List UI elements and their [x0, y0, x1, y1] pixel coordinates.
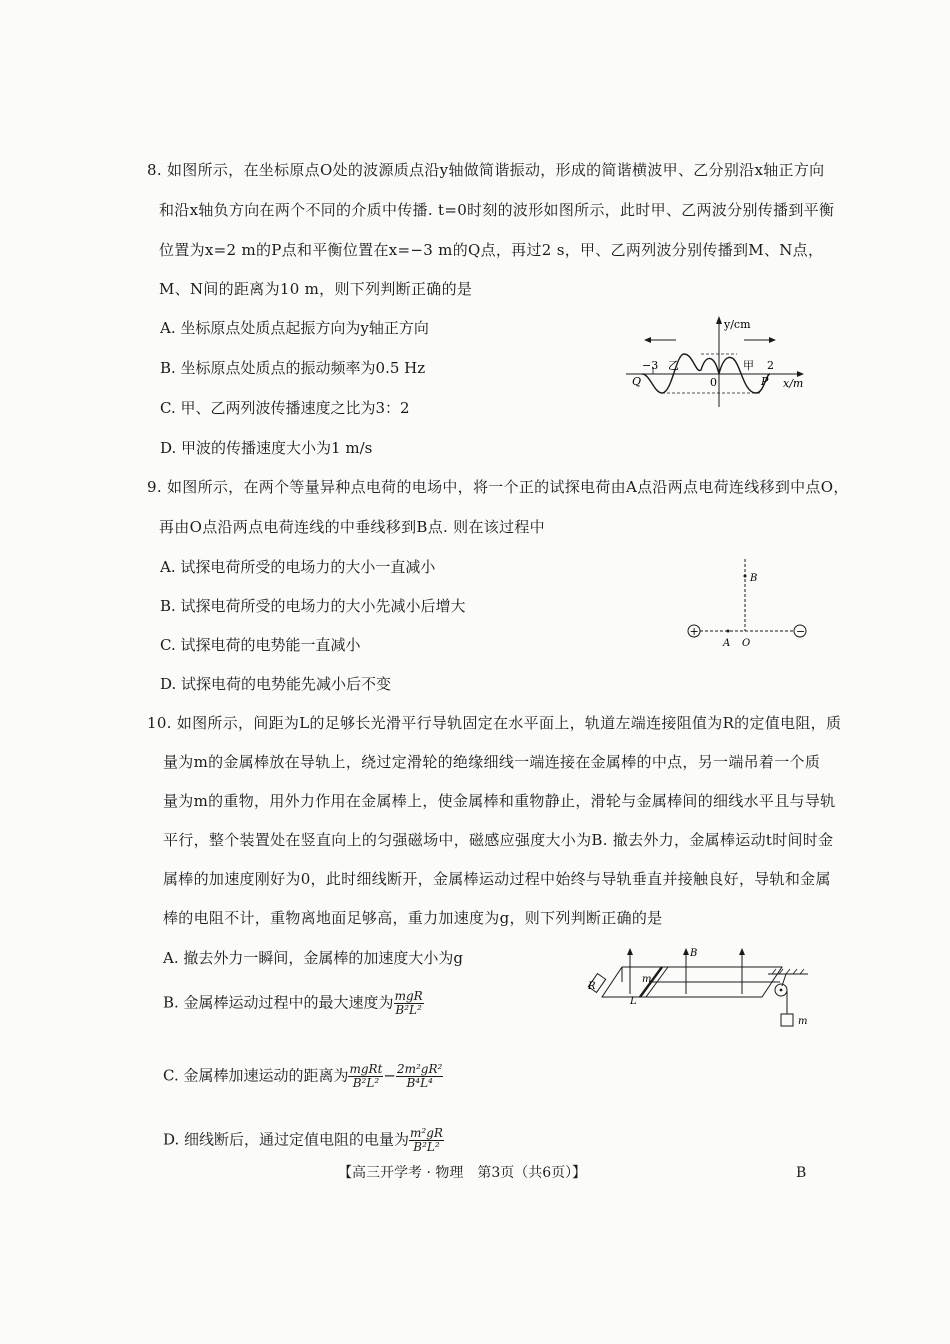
positive-charge: +: [689, 625, 699, 638]
page-footer: 【高三开学考 · 物理 第3页（共6页）】: [338, 1165, 587, 1181]
q8-option-b: B. 坐标原点处质点的振动频率为0.5 Hz: [160, 359, 426, 377]
charge-figure: [682, 555, 812, 655]
q10-option-d: [163, 1127, 444, 1154]
q10-option-a: A. 撤去外力一瞬间，金属棒的加速度大小为g: [163, 949, 463, 967]
fraction-denominator: B²L²: [395, 1003, 422, 1017]
fraction-numerator: m²gR: [410, 1126, 443, 1140]
q8-option-c: C. 甲、乙两列波传播速度之比为3：2: [160, 399, 410, 417]
point-p-label: P: [761, 375, 769, 388]
wave-yi-label: 乙: [668, 359, 679, 372]
q10-line-4: 平行，整个装置处在竖直向上的匀强磁场中，磁感应强度大小为B. 撤去外力，金属棒运动t时间时金: [163, 831, 834, 849]
fraction-denominator: B²L²: [352, 1076, 380, 1090]
q10-line-3: 量为m的重物，用外力作用在金属棒上，使金属棒和重物静止，滑轮与金属棒间的细线水平且与导轨: [163, 792, 836, 810]
q9-option-a: A. 试探电荷所受的电场力的大小一直减小: [160, 558, 436, 576]
q8-line-3: 位置为x=2 m的P点和平衡位置在x=−3 m的Q点，再过2 s，甲、乙两列波分别传播到M、N点，: [159, 241, 824, 259]
wave-figure: [618, 312, 818, 412]
q9-option-c: C. 试探电荷的电势能一直减小: [160, 636, 361, 654]
y-axis-label: y/cm: [724, 318, 751, 331]
point-b-label: B: [750, 573, 758, 584]
q8-line-2: 和沿x轴负方向在两个不同的介质中传播. t=0时刻的波形如图所示，此时甲、乙两波分别传播到平衡: [159, 201, 835, 219]
field-label: B: [690, 948, 698, 959]
negative-charge: −: [796, 625, 806, 638]
q8-line-1: 8. 如图所示，在坐标原点O处的波源质点沿y轴做简谐振动，形成的简谐横波甲、乙分别沿x轴正方向: [147, 161, 825, 179]
q10-option-c-fraction-2: [396, 1063, 443, 1090]
q10-option-c-text: C. 金属棒加速运动的距离为: [163, 1066, 349, 1085]
q10-option-b-text: B. 金属棒运动过程中的最大速度为: [163, 993, 394, 1012]
q9-option-d: D. 试探电荷的电势能先减小后不变: [160, 675, 392, 693]
q9-line-1: 9. 如图所示，在两个等量异种点电荷的电场中，将一个正的试探电荷由A点沿两点电荷连线移到中点O，: [147, 478, 849, 496]
x-axis-label: x/m: [783, 377, 804, 390]
q10-line-6: 棒的电阻不计，重物离地面足够高，重力加速度为g，则下列判断正确的是: [163, 909, 663, 927]
paper-version: B: [796, 1165, 807, 1181]
spacing-label: L: [630, 996, 637, 1007]
q8-option-a: A. 坐标原点处质点起振方向为y轴正方向: [160, 319, 429, 337]
q8-line-4: M、N间的距离为10 m，则下列判断正确的是: [159, 280, 473, 298]
q10-option-c-fraction-1: [348, 1063, 383, 1090]
fraction-denominator: B²L²: [413, 1140, 440, 1154]
tick-2: 2: [767, 359, 774, 372]
point-o-label: O: [742, 638, 751, 649]
q10-option-b: [163, 990, 424, 1017]
point-q-label: Q: [632, 375, 642, 388]
q10-option-c: [163, 1063, 443, 1090]
q8-option-d: D. 甲波的传播速度大小为1 m/s: [160, 439, 373, 457]
fraction-denominator: B⁴L⁴: [406, 1076, 433, 1090]
q10-line-5: 属棒的加速度刚好为0，此时细线断开，金属棒运动过程中始终与导轨垂直并接触良好，导轨和金属: [163, 870, 831, 888]
fraction-numerator: 2m²gR²: [396, 1062, 443, 1076]
minus-sign: −: [383, 1066, 396, 1085]
rail-figure: [582, 942, 822, 1034]
q9-line-2: 再由O点沿两点电荷连线的中垂线移到B点. 则在该过程中: [159, 518, 545, 536]
fraction-numerator: mgR: [394, 989, 423, 1003]
q10-line-1: 10. 如图所示，间距为L的足够长光滑平行导轨固定在水平面上，轨道左端连接阻值为R的定值电阻，质: [147, 714, 842, 732]
wave-jia-label: 甲: [743, 359, 754, 372]
weight-mass-label: m: [798, 1016, 808, 1027]
q9-option-b: B. 试探电荷所受的电场力的大小先减小后增大: [160, 597, 466, 615]
rod-mass-label: m: [642, 974, 652, 985]
resistor-label: R: [588, 981, 596, 992]
q10-option-d-fraction: [409, 1127, 444, 1154]
origin-label: 0: [710, 376, 717, 389]
fraction-numerator: mgRt: [349, 1062, 383, 1076]
tick-minus-3: −3: [642, 359, 659, 372]
q10-line-2: 量为m的金属棒放在导轨上，绕过定滑轮的绝缘细线一端连接在金属棒的中点，另一端吊着一个质: [163, 753, 821, 771]
point-a-label: A: [723, 638, 731, 649]
q10-option-b-fraction: [394, 990, 424, 1017]
q10-option-d-text: D. 细线断后，通过定值电阻的电量为: [163, 1130, 410, 1149]
